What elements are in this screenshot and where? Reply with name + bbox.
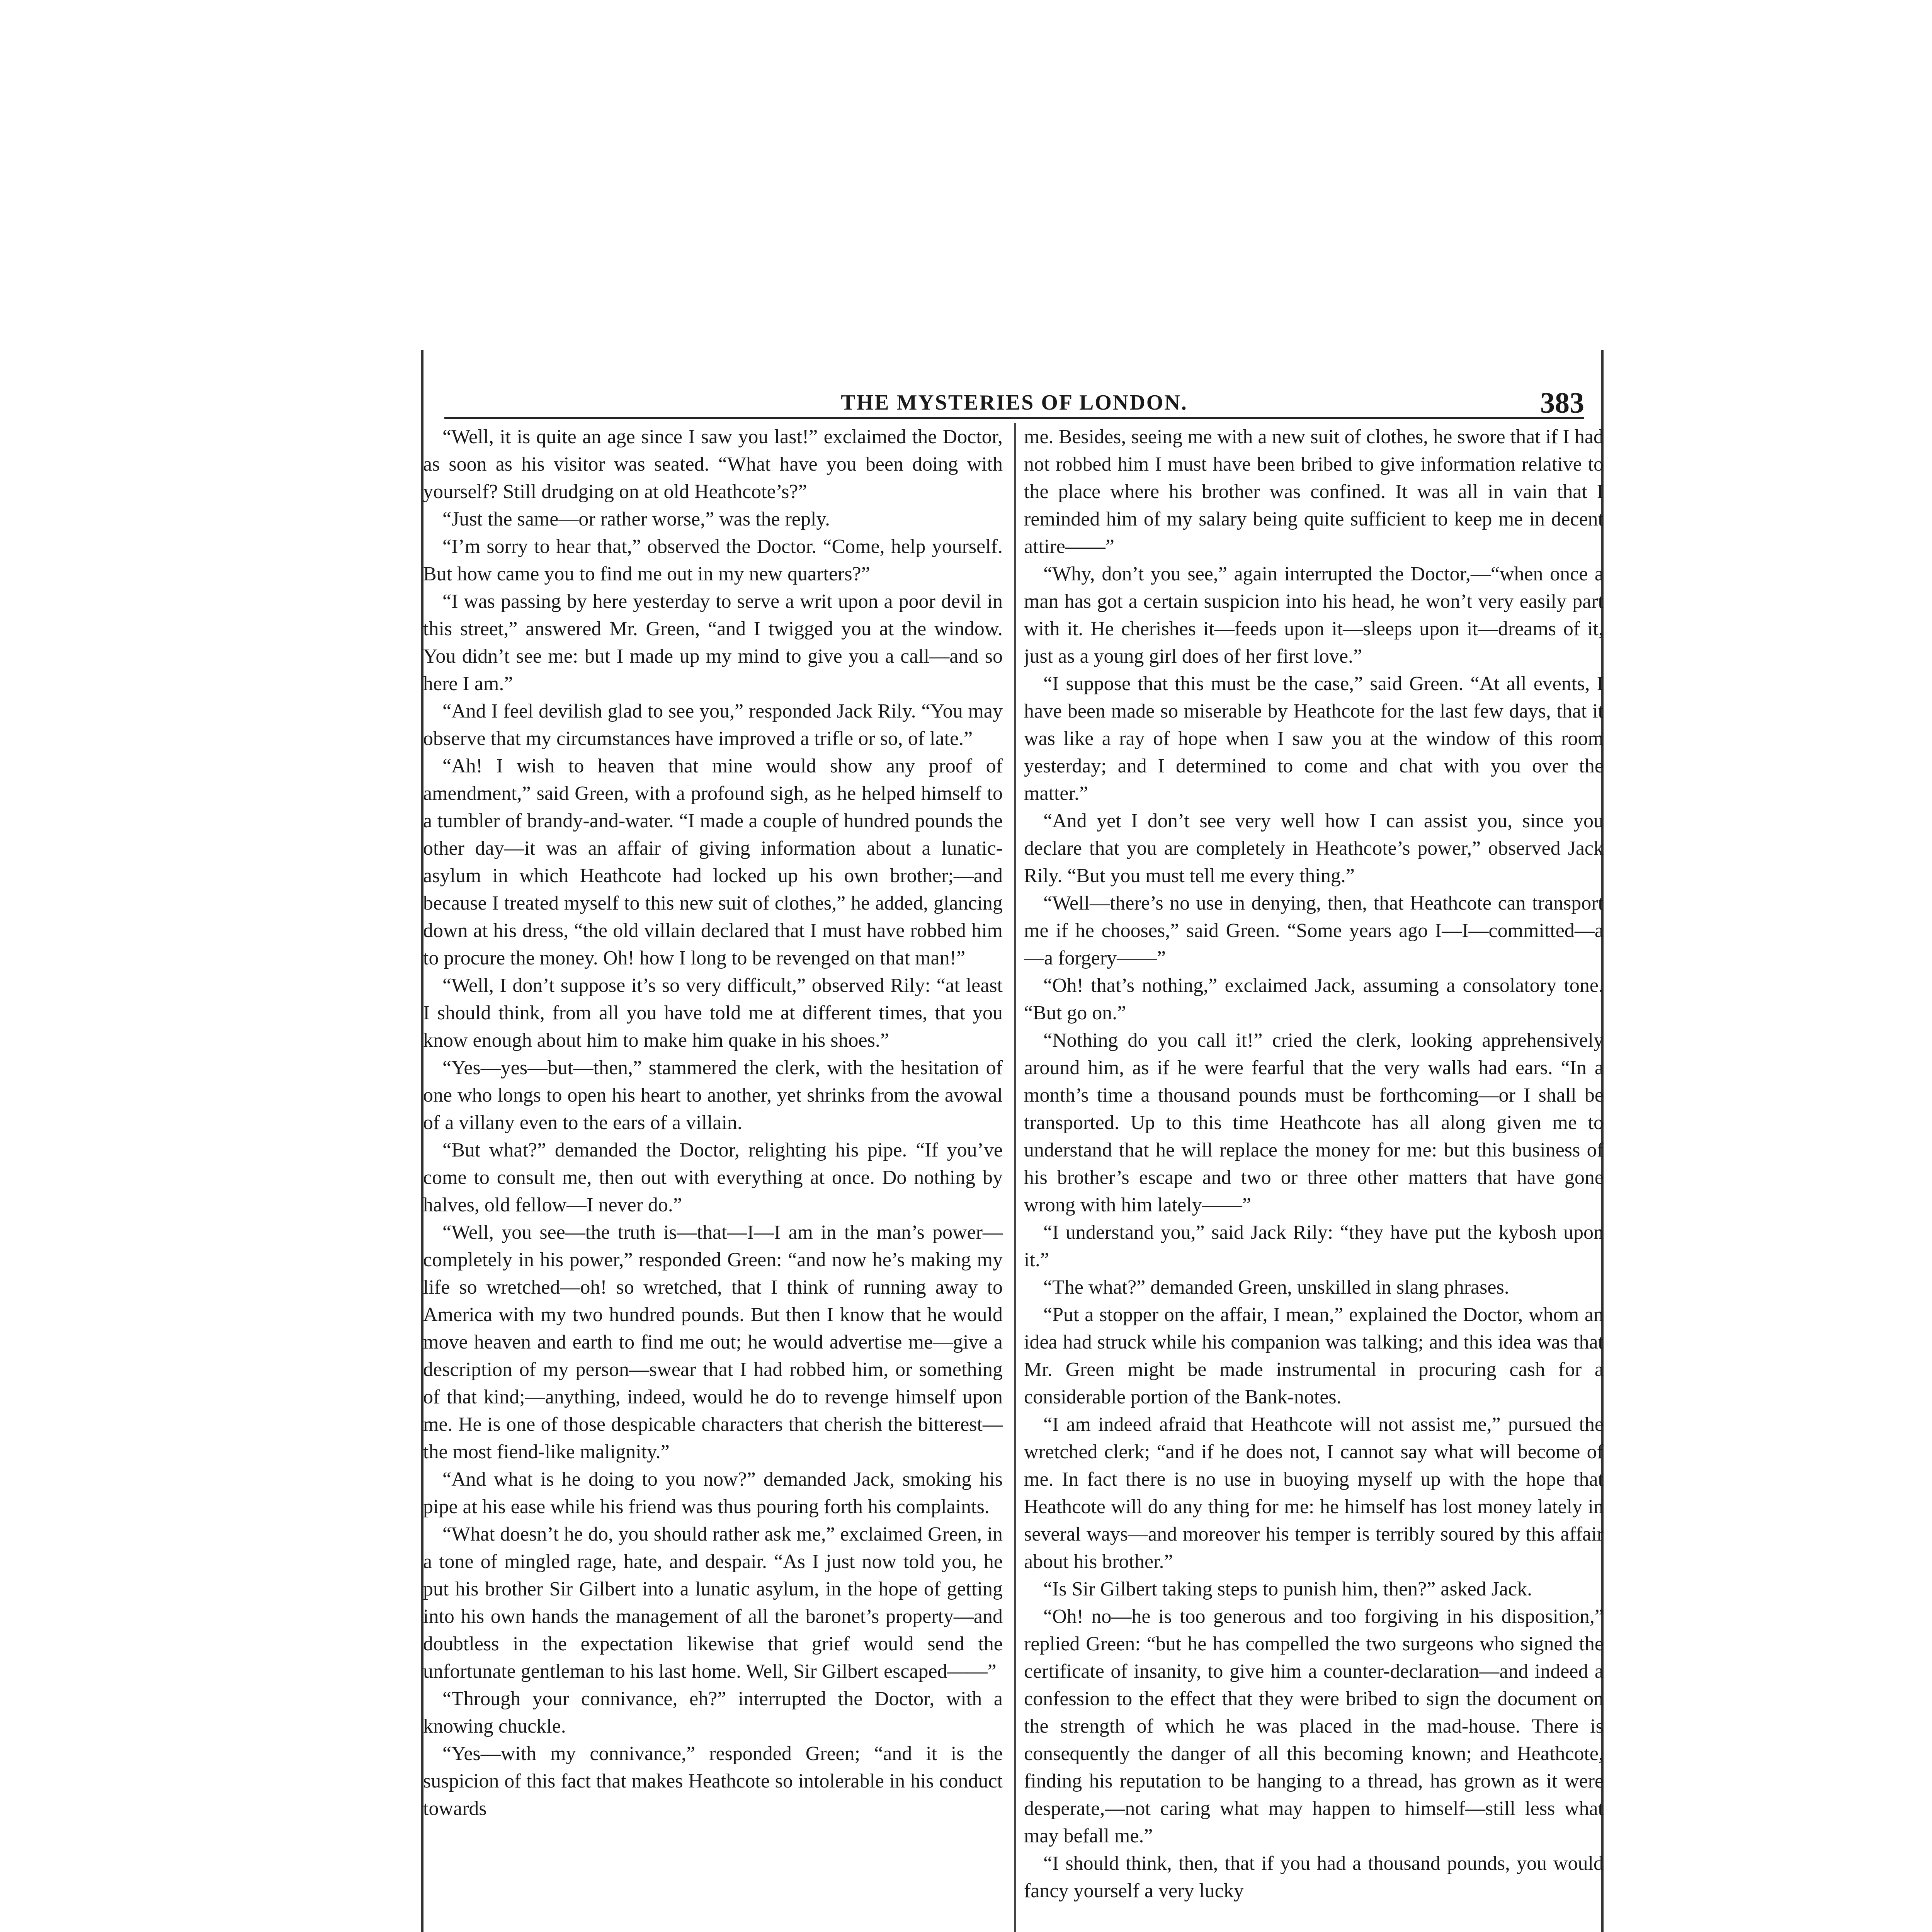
left-column — [423, 423, 1003, 1932]
paragraph-continued: me. Besides, seeing me with a new suit of clothes, he swore that if I had not robbed him I must have been bribed to give information relative to the place where his brother was confined. It was all in vain that I reminded him of my salary being quite sufficient to keep me in decent attire——” — [1024, 426, 1604, 558]
page-number: 383 — [1540, 387, 1584, 419]
right-column — [1024, 423, 1604, 1932]
paragraph: “I’m sorry to hear that,” observed the Doctor. “Come, help yourself. But how came you to find me out in my new quarters?” — [423, 536, 1003, 585]
running-title: THE MYSTERIES OF LONDON. — [841, 391, 1188, 415]
paragraph: “Nothing do you call it!” cried the clerk, looking apprehensively around him, as if he were fearful that the very walls had ears. “In a month’s time a thousand pounds must be forthcoming—or I shall be transported. Up to this time Heathcote has all along given me to understand that he will replace the money for me: but this business of his brother’s escape and two or three other matters that have gone wrong with him lately——” — [1024, 1029, 1604, 1216]
paragraph: “Through your connivance, eh?” interrupted the Doctor, with a knowing chuckle. — [423, 1688, 1003, 1737]
paragraph: “I suppose that this must be the case,” said Green. “At all events, I have been made so miserable by Heathcote for the last few days, that it was like a ray of hope when I saw you at the window of this room yesterday; and I determined to come and chat with you over the matter.” — [1024, 673, 1604, 804]
paragraph: “Well, you see—the truth is—that—I—I am in the man’s power—completely in his power,” responded Green: “and now he’s making my life so wretched—oh! so wretched, that I think of running away to America with my two hundred pounds. But then I know that he would move heaven and earth to find me out; he would advertise me—give a description of my person—swear that I had robbed him, or something of that kind;—anything, indeed, would he do to revenge himself upon me. He is one of those despicable characters that cherish the bitterest—the most fiend-like malignity.” — [423, 1221, 1003, 1463]
paragraph: “Well—there’s no use in denying, then, that Heathcote can transport me if he chooses,” said Green. “Some years ago I—I—committed—a—a forgery——” — [1024, 892, 1604, 969]
paragraph: “And I feel devilish glad to see you,” responded Jack Rily. “You may observe that my circumstances have improved a trifle or so, of late.” — [423, 700, 1003, 750]
paragraph: “What doesn’t he do, you should rather ask me,” exclaimed Green, in a tone of mingled rage, hate, and despair. “As I just now told you, he put his brother Sir Gilbert into a lunatic asylum, in the hope of getting into his own hands the management of all the baronet’s property—and doubtless in the expectation likewise that grief would send the unfortunate gentleman to his last home. Well, Sir Gilbert escaped——” — [423, 1523, 1003, 1682]
paragraph: “I am indeed afraid that Heathcote will not assist me,” pursued the wretched clerk; “and if he does not, I cannot say what will become of me. In fact there is no use in buoying myself up with the hope that Heathcote will do any thing for me: he himself has lost money lately in several ways—and moreover his temper is terribly soured by this affair about his brother.” — [1024, 1413, 1604, 1573]
paragraph: “Just the same—or rather worse,” was the reply. — [442, 508, 830, 530]
paragraph: “Oh! that’s nothing,” exclaimed Jack, assuming a consolatory tone. “But go on.” — [1024, 975, 1604, 1024]
paragraph: “Well, I don’t suppose it’s so very difficult,” observed Rily: “at least I should think, from all you have told me at different times, that you know enough about him to make him quake in his shoes.” — [423, 975, 1003, 1051]
paragraph: “I should think, then, that if you had a thousand pounds, you would fancy yourself a very lucky — [1024, 1852, 1604, 1902]
paragraph: “Oh! no—he is too generous and too forgiving in his disposition,” replied Green: “but he has compelled the two surgeons who signed the certificate of insanity, to give him a counter-declaration—and indeed a confession to the effect that they were bribed to sign the document on the strength of which he was placed in the mad-house. There is consequently the danger of all this becoming known; and Heathcote, finding his reputation to be hanging to a thread, has grown as it were desperate,—not caring what may happen to himself—still less what may befall me.” — [1024, 1605, 1604, 1847]
paragraph: “Yes—with my connivance,” responded Green; “and it is the suspicion of this fact that makes Heathcote so intolerable in his conduct towards — [423, 1743, 1003, 1820]
paragraph: “And yet I don’t see very well how I can assist you, since you declare that you are completely in Heathcote’s power,” observed Jack Rily. “But you must tell me every thing.” — [1024, 810, 1604, 887]
paragraph: “And what is he doing to you now?” demanded Jack, smoking his pipe at his ease while his friend was thus pouring forth his complaints. — [423, 1468, 1003, 1518]
paragraph: “The what?” demanded Green, unskilled in slang phrases. — [1043, 1276, 1509, 1298]
paragraph: “Is Sir Gilbert taking steps to punish him, then?” asked Jack. — [1043, 1578, 1532, 1600]
page-header — [444, 386, 1584, 419]
column-divider — [1014, 423, 1016, 1932]
paragraph: “Ah! I wish to heaven that mine would show any proof of amendment,” said Green, with a profound sigh, as he helped himself to a tumbler of brandy-and-water. “I made a couple of hundred pounds the other day—it was an affair of giving information about a lunatic-asylum in which Heathcote had locked up his own brother;—and because I treated myself to this new suit of clothes,” he added, glancing down at his dress, “the old villain declared that I must have robbed him to procure the money. Oh! how I long to be revenged on that man!” — [423, 755, 1003, 969]
paragraph: “I understand you,” said Jack Rily: “they have put the kybosh upon it.” — [1024, 1221, 1604, 1271]
paragraph: “Yes—yes—but—then,” stammered the clerk, with the hesitation of one who longs to open his heart to another, yet shrinks from the avowal of a villany even to the ears of a villain. — [423, 1057, 1003, 1134]
paragraph: “Put a stopper on the affair, I mean,” explained the Doctor, whom an idea had struck while his companion was talking; and this idea was that Mr. Green might be made instrumental in procuring cash for a considerable portion of the Bank-notes. — [1024, 1304, 1604, 1408]
paragraph: “I was passing by here yesterday to serve a writ upon a poor devil in this street,” answered Mr. Green, “and I twigged you at the window. You didn’t see me: but I made up my mind to give you a call—and so here I am.” — [423, 590, 1003, 695]
paragraph: “Well, it is quite an age since I saw you last!” exclaimed the Doctor, as soon as his visitor was seated. “What have you been doing with yourself? Still drudging on at old Heathcote’s?” — [423, 426, 1003, 503]
paragraph: “Why, don’t you see,” again interrupted the Doctor,—“when once a man has got a certain suspicion into his head, he won’t very easily part with it. He cherishes it—feeds upon it—sleeps upon it—dreams of it, just as a young girl does of her first love.” — [1024, 563, 1604, 667]
paragraph: “But what?” demanded the Doctor, relighting his pipe. “If you’ve come to consult me, then out with everything at once. Do nothing by halves, old fellow—I never do.” — [423, 1139, 1003, 1216]
